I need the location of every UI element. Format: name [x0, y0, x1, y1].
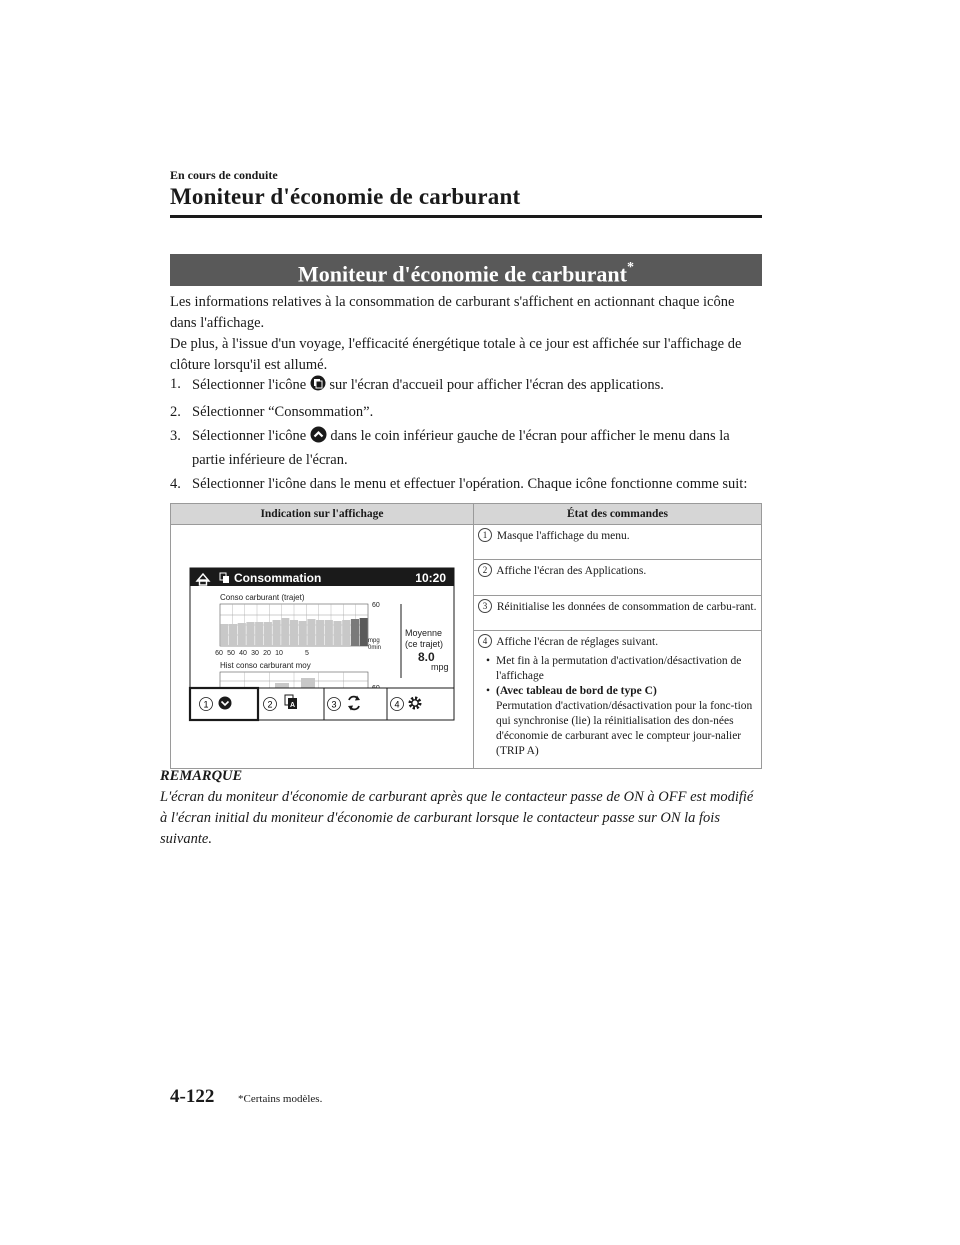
- x-tick-label: 10: [275, 650, 283, 657]
- step-2: [170, 402, 762, 423]
- screen-time: 10:20: [415, 571, 446, 585]
- chevron-down-icon[interactable]: [219, 697, 232, 710]
- bullet-text: Met fin à la permutation d'activation/désactivation de l'affichage: [496, 655, 742, 682]
- title-rule: [170, 215, 762, 218]
- applications-icon: [310, 374, 326, 399]
- chart1-bar: [360, 618, 368, 646]
- step-text: dans le coin inférieur gauche de l'écran pour afficher le menu dans la partie inférieure de l'écran.: [192, 428, 730, 468]
- note: [160, 766, 760, 850]
- section-label: En cours de conduite: [170, 168, 278, 182]
- chart1-bar: [342, 620, 350, 646]
- control-row-1: [474, 525, 762, 560]
- chart1-bar: [299, 621, 307, 646]
- step-text: sur l'écran d'accueil pour afficher l'écran des applications.: [329, 377, 664, 393]
- average-unit: mpg: [431, 662, 449, 672]
- control-row-2: [474, 560, 762, 595]
- chart1-bar: [264, 622, 272, 646]
- step-text: Sélectionner l'icône: [192, 377, 307, 393]
- row-text: Réinitialise les données de consommation de carbu-rant.: [496, 600, 757, 613]
- row-number: 4: [478, 634, 492, 648]
- row-text: Masque l'affichage du menu.: [496, 530, 630, 542]
- fuel-monitor-screen: [175, 528, 469, 760]
- chart1-top: 60: [372, 602, 380, 609]
- chart1-bar: [290, 620, 298, 646]
- bullet-bold-text: (Avec tableau de bord de type C): [496, 685, 657, 697]
- x-tick-label: 5: [305, 650, 309, 657]
- step-1: [170, 374, 762, 399]
- chevron-up-icon: [310, 426, 327, 450]
- step-4: [170, 474, 762, 495]
- step-text: Sélectionner l'icône: [192, 428, 307, 444]
- average-sublabel: (ce trajet): [405, 639, 444, 649]
- row-text: Affiche l'écran des Applications.: [496, 565, 647, 578]
- control-row-3: [474, 595, 762, 630]
- unit-min: 0min: [368, 645, 382, 651]
- svg-text:4: 4: [394, 699, 400, 710]
- chart1-bar: [246, 622, 254, 646]
- row-number: 1: [478, 528, 492, 542]
- operations-table: [170, 503, 762, 769]
- chart1-label: Conso carburant (trajet): [220, 593, 305, 602]
- x-tick-label: 30: [251, 650, 259, 657]
- step-number: 4.: [170, 476, 181, 492]
- chart1-bar: [316, 620, 324, 646]
- row-number: 3: [478, 599, 492, 613]
- screen-title: Consommation: [234, 571, 322, 585]
- bullet-item: • (Avec tableau de bord de type C) Permutation d'activation/désactivation pour la fonc-tion qui synchronise (lie) la réinitialisation des don-nées d'économie de carburant avec le compteur jour-nalier (TRIP A): [486, 685, 753, 757]
- row-text: Affiche l'écran de réglages suivant.: [496, 636, 659, 648]
- note-text: L'écran du moniteur d'économie de carburant après que le contacteur passe de ON à OFF est modifié à l'écran initial du moniteur d'économie de carburant lorsque le contacteur passe sur ON la fois suivante.: [160, 789, 754, 847]
- column-header-display: Indication sur l'affichage: [171, 504, 474, 525]
- x-tick-label: 40: [239, 650, 247, 657]
- chart1-bar: [351, 619, 359, 646]
- intro-paragraph-2: De plus, à l'issue d'un voyage, l'efficacité énergétique totale à ce jour est affichée sur l'affichage de clôture lorsqu'il est allumé.: [170, 336, 742, 373]
- chart1-bar: [281, 618, 289, 646]
- control-row-4: [474, 631, 762, 769]
- page-number: 4-122: [170, 1086, 215, 1107]
- screen-illustration-cell: [171, 525, 474, 769]
- svg-text:3: 3: [331, 699, 337, 710]
- chart1-bar: [307, 619, 315, 646]
- step-number: 3.: [170, 428, 181, 444]
- average-label: Moyenne: [405, 628, 443, 638]
- settings-bullets: [486, 654, 757, 759]
- x-tick-label: 50: [227, 650, 235, 657]
- x-tick-label: 20: [263, 650, 271, 657]
- svg-text:2: 2: [267, 699, 273, 710]
- banner-title: Moniteur d'économie de carburant: [298, 261, 627, 287]
- chart1-bar: [273, 620, 281, 646]
- footnote: *Certains modèles.: [238, 1093, 323, 1105]
- banner-star: *: [626, 260, 634, 275]
- column-header-controls: État des commandes: [474, 504, 762, 525]
- bullet-text: Permutation d'activation/désactivation pour la fonc-tion qui synchronise (lie) la réinitialisation des don-nées d'économie de carburant avec le compteur jour-nalier (TRIP A): [496, 700, 753, 757]
- chart1-bar: [220, 624, 228, 646]
- step-text: Sélectionner l'icône dans le menu et effectuer l'opération. Chaque icône fonctionne comme suit:: [192, 476, 748, 492]
- average-value: 8.0: [418, 650, 435, 664]
- row-number: 2: [478, 563, 492, 577]
- unit-mpg: mpg: [368, 638, 380, 644]
- bullet-item: • Met fin à la permutation d'activation/désactivation de l'affichage: [486, 654, 757, 684]
- note-title: REMARQUE: [160, 768, 243, 784]
- svg-text:1: 1: [203, 699, 209, 710]
- page-title: Moniteur d'économie de carburant: [170, 184, 521, 209]
- chart1-bar: [325, 620, 333, 646]
- x-tick-label: 60: [215, 650, 223, 657]
- step-number: 1.: [170, 376, 181, 392]
- chart1-bar: [333, 621, 341, 646]
- chart2-label: Hist conso carburant moy: [220, 661, 311, 670]
- step-3: [170, 426, 762, 471]
- step-number: 2.: [170, 404, 181, 420]
- chart1-bar: [229, 624, 237, 646]
- steps-list: [170, 374, 762, 498]
- svg-text:A: A: [289, 702, 296, 709]
- chart1-bar: [238, 623, 246, 646]
- intro-paragraph-1: Les informations relatives à la consommation de carburant s'affichent en actionnant chaque icône dans l'affichage.: [170, 294, 735, 331]
- step-text: Sélectionner “Consommation”.: [192, 404, 374, 420]
- chart1-bar: [255, 622, 263, 646]
- section-banner: [170, 254, 762, 286]
